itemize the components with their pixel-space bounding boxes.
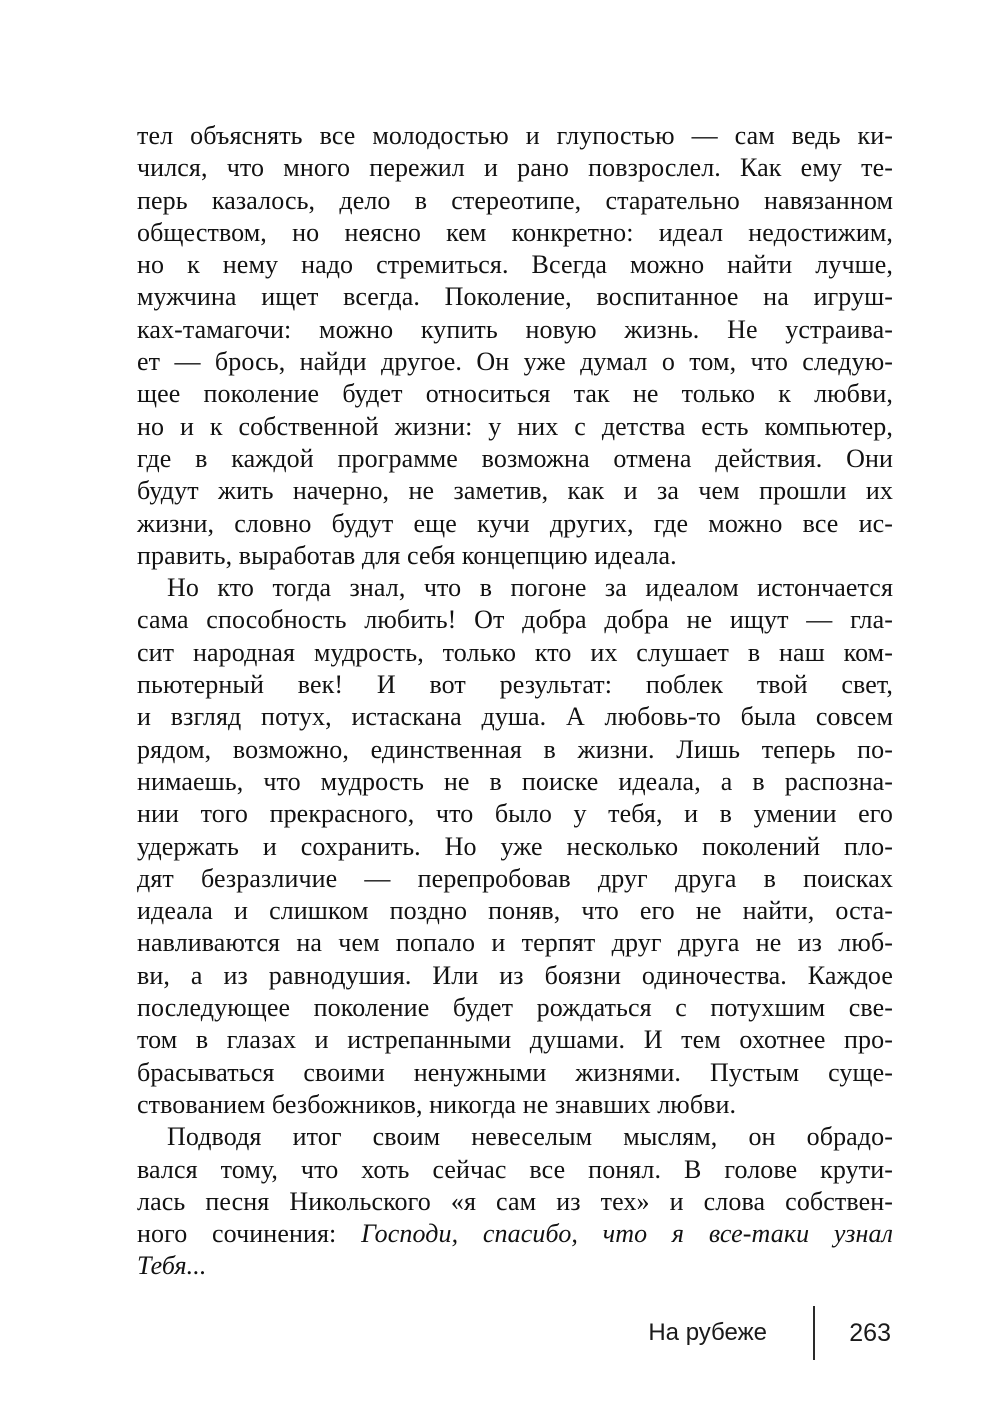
text-line: править, выработав для себя концепцию идеала. bbox=[137, 540, 677, 570]
text-line: чился, что много пережил и рано повзрослел. Как ему те- bbox=[137, 153, 893, 183]
text-line: тел объяснять все молодостью и глупостью — сам ведь ки- bbox=[137, 121, 893, 150]
text-line: сама способность любить! От добра добра не ищут — гла- bbox=[137, 605, 893, 635]
text-line: пьютерный век! И вот результат: поблек твой свет, bbox=[137, 670, 893, 700]
text-line: ствованием безбожников, никогда не знавших любви. bbox=[137, 1089, 737, 1119]
text-line: нимаешь, что мудрость не в поиске идеала, а в распозна- bbox=[137, 766, 893, 796]
italic-text-segment: Тебя... bbox=[137, 1251, 207, 1281]
text-line: навливаются на чем попало и терпят друг друга не из люб- bbox=[137, 928, 893, 958]
text-line: Но кто тогда знал, что в погоне за идеалом истончается bbox=[167, 573, 893, 603]
text-line: перь казалось, дело в стереотипе, старательно навязанном bbox=[137, 185, 893, 215]
text-segment: ного сочинения: bbox=[137, 1219, 362, 1249]
text-line: нии того прекрасного, что было у тебя, и в умении его bbox=[137, 799, 893, 829]
text-line: том в глазах и истрепанными душами. И тем охотнее про- bbox=[137, 1025, 893, 1055]
text-line: щее поколение будет относиться так не только к любви, bbox=[137, 379, 893, 409]
footer-divider-rule bbox=[813, 1306, 815, 1360]
text-line: жизни, словно будут еще кучи других, где можно все ис- bbox=[137, 508, 893, 538]
text-line: лась песня Никольского «я сам из тех» и слова собствен- bbox=[137, 1186, 893, 1216]
text-line: обществом, но неясно кем конкретно: идеал недостижим, bbox=[137, 217, 893, 247]
text-line: ках-тамагочи: можно купить новую жизнь. Не устраива- bbox=[137, 314, 893, 344]
text-line bbox=[137, 1218, 893, 1250]
text-line: где в каждой программе возможна отмена действия. Они bbox=[137, 443, 893, 473]
text-line bbox=[137, 1250, 893, 1282]
text-line: вался тому, что хоть сейчас все понял. В голове крути- bbox=[137, 1154, 893, 1184]
page-footer bbox=[648, 1306, 891, 1360]
page-text-block bbox=[137, 120, 893, 1283]
text-line: дят безразличие — перепробовав друг друга в поисках bbox=[137, 863, 893, 893]
text-line: но к нему надо стремиться. Всегда можно найти лучше, bbox=[137, 250, 893, 280]
text-line: ет — брось, найди другое. Он уже думал о том, что следую- bbox=[137, 347, 893, 377]
text-line: и взгляд потух, истаскана душа. А любовь-то была совсем bbox=[137, 702, 893, 732]
text-line: но и к собственной жизни: у них с детства есть компьютер, bbox=[137, 411, 893, 441]
text-line: идеала и слишком поздно поняв, что его не найти, оста- bbox=[137, 896, 893, 926]
text-line: последующее поколение будет рождаться с потухшим све- bbox=[137, 993, 893, 1023]
text-line: рядом, возможно, единственная в жизни. Лишь теперь по- bbox=[137, 734, 893, 764]
running-title: На рубеже bbox=[648, 1319, 767, 1346]
text-line: мужчина ищет всегда. Поколение, воспитанное на игруш- bbox=[137, 282, 893, 312]
text-line: брасываться своими ненужными жизнями. Пустым суще- bbox=[137, 1057, 893, 1087]
text-line: ви, а из равнодушия. Или из боязни одиночества. Каждое bbox=[137, 960, 893, 990]
italic-text-segment: Господи, спасибо, что я все-таки узнал bbox=[361, 1219, 894, 1249]
text-line: сит народная мудрость, только кто их слушает в наш ком- bbox=[137, 637, 893, 667]
page-number: 263 bbox=[849, 1318, 891, 1347]
text-line: будут жить начерно, не заметив, как и за чем прошли их bbox=[137, 476, 893, 506]
text-line: Подводя итог своим невеселым мыслям, он обрадо- bbox=[167, 1122, 893, 1152]
text-line: удержать и сохранить. Но уже несколько поколений пло- bbox=[137, 831, 893, 861]
